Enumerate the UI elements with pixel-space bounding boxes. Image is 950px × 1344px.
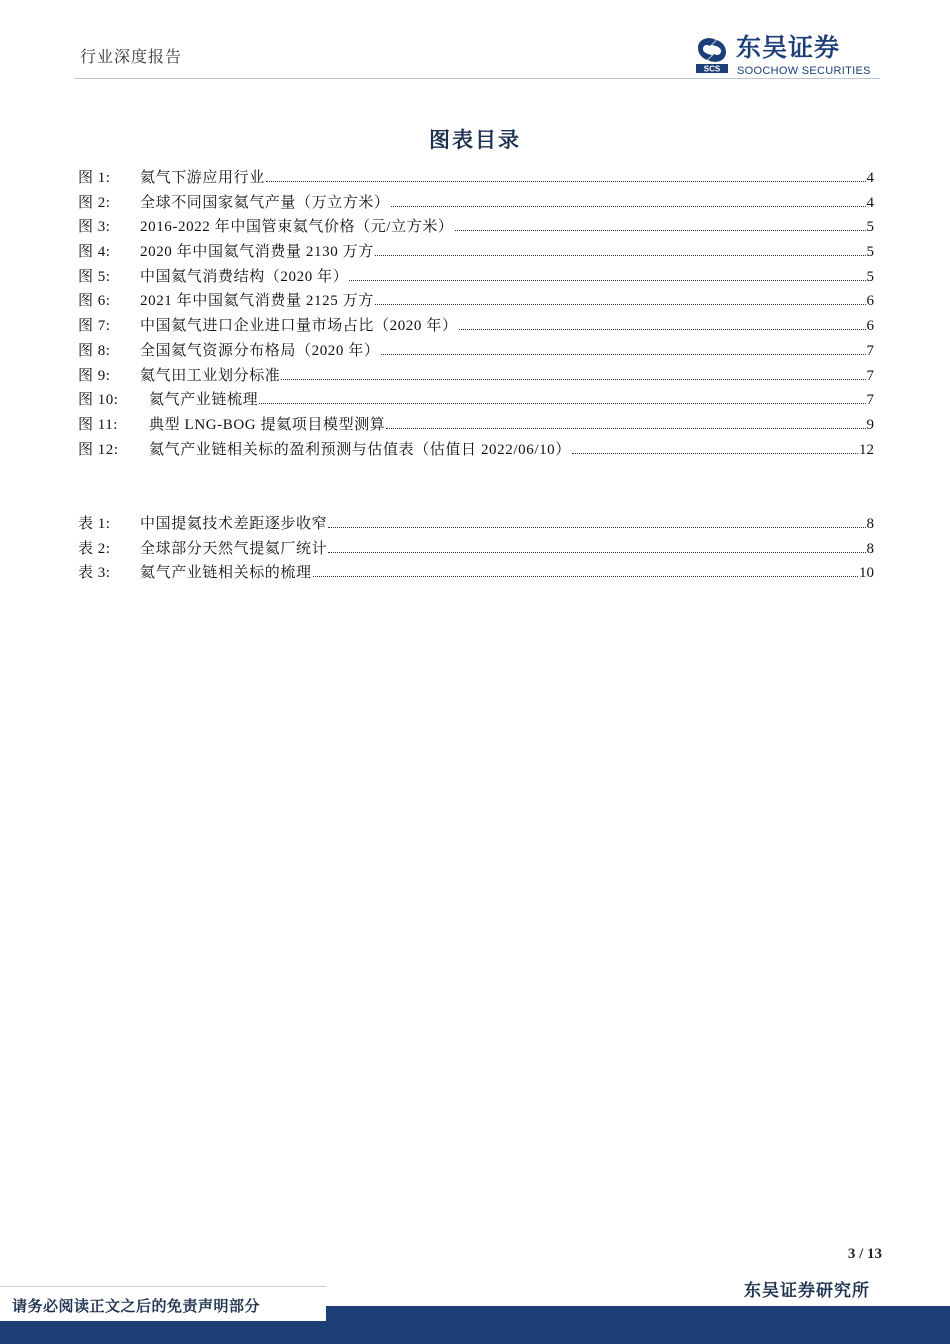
entry-title: 氦气产业链相关标的盈利预测与估值表（估值日 2022/06/10） [149, 441, 571, 458]
tables-toc-list [78, 512, 874, 586]
disclaimer-text: 请务必阅读正文之后的免责声明部分 [12, 1297, 261, 1315]
entry-page: 4 [866, 194, 874, 211]
entry-label: 图 7: [78, 318, 111, 335]
toc-title: 图表目录 [429, 128, 521, 152]
entry-page: 5 [866, 219, 874, 236]
entry-label: 图 11: [78, 416, 118, 433]
entry-title: 氦气产业链相关标的梳理 [140, 565, 312, 582]
entry-title: 2020 年中国氦气消费量 2130 万方 [140, 244, 374, 261]
entry-label: 图 9: [78, 367, 111, 384]
dot-leader [349, 279, 865, 281]
entry-page: 9 [866, 416, 874, 433]
company-logo [694, 34, 884, 80]
toc-entry[interactable] [78, 339, 874, 364]
dot-leader [281, 378, 865, 380]
toc-entry[interactable] [78, 191, 874, 216]
entry-page: 7 [866, 342, 874, 359]
logo-english-name: SOOCHOW SECURITIES [737, 65, 871, 77]
toc-entry[interactable] [78, 388, 874, 413]
entry-label: 图 3: [78, 219, 111, 236]
entry-title: 中国氦气消费结构（2020 年） [140, 268, 349, 285]
entry-page: 7 [866, 392, 874, 409]
entry-title: 中国氦气进口企业进口量市场占比（2020 年） [140, 318, 458, 335]
org-name: 东吴证券研究所 [744, 1281, 870, 1301]
page-number: 3 / 13 [847, 1246, 882, 1262]
entry-label: 图 4: [78, 244, 111, 261]
toc-entry[interactable] [78, 240, 874, 265]
entry-label: 图 6: [78, 293, 111, 310]
logo-chinese-name: 东吴证券 [736, 33, 841, 62]
entry-label: 图 2: [78, 194, 111, 211]
entry-page: 5 [866, 268, 874, 285]
toc-entry[interactable] [78, 512, 874, 537]
entry-page: 5 [866, 244, 874, 261]
toc-entry[interactable] [78, 265, 874, 290]
entry-title: 全球部分天然气提氦厂统计 [140, 540, 328, 557]
soochow-logo-icon [694, 34, 730, 74]
toc-entry[interactable] [78, 561, 874, 586]
entry-label: 表 3: [78, 565, 111, 582]
toc-entry[interactable] [78, 166, 874, 191]
toc-entry[interactable] [78, 289, 874, 314]
entry-title: 氦气下游应用行业 [140, 170, 265, 186]
entry-page: 6 [866, 318, 874, 335]
toc-entry[interactable] [78, 314, 874, 339]
entry-label: 图 1: [78, 170, 111, 186]
entry-label: 图 8: [78, 342, 111, 359]
dot-leader [259, 402, 865, 404]
entry-title: 中国提氦技术差距逐步收窄 [140, 516, 328, 532]
toc-entry[interactable] [78, 413, 874, 438]
dot-leader [375, 303, 866, 305]
doc-type-label: 行业深度报告 [80, 47, 183, 66]
entry-title: 氦气田工业划分标准 [140, 367, 281, 384]
toc-entry[interactable] [78, 215, 874, 240]
dot-leader [328, 526, 865, 528]
dot-leader [266, 180, 866, 182]
dot-leader [381, 353, 866, 355]
disclaimer-box [0, 1286, 326, 1321]
entry-title: 氦气产业链梳理 [149, 392, 259, 409]
dot-leader [313, 575, 858, 577]
header-divider [74, 78, 880, 79]
entry-label: 表 1: [78, 516, 111, 532]
entry-label: 图 12: [78, 441, 119, 458]
dot-leader [386, 427, 865, 429]
entry-page: 7 [866, 367, 874, 384]
entry-label: 表 2: [78, 540, 111, 557]
entry-title: 全球不同国家氦气产量（万立方米） [140, 194, 390, 211]
dot-leader [328, 551, 865, 553]
entry-page: 10 [859, 565, 874, 582]
toc-entry[interactable] [78, 364, 874, 389]
entry-title: 2021 年中国氦气消费量 2125 万方 [140, 293, 374, 310]
dot-leader [375, 254, 866, 256]
dot-leader [459, 328, 866, 330]
dot-leader [391, 205, 866, 207]
entry-page: 12 [859, 441, 874, 458]
entry-label: 图 5: [78, 268, 111, 285]
figures-toc-list [78, 166, 874, 462]
entry-page: 4 [866, 170, 874, 186]
logo-mark-text: SCS [703, 64, 721, 74]
entry-label: 图 10: [78, 392, 119, 409]
entry-title: 典型 LNG-BOG 提氦项目模型测算 [149, 416, 386, 433]
entry-page: 6 [866, 293, 874, 310]
dot-leader [455, 229, 866, 231]
toc-entry[interactable] [78, 438, 874, 463]
entry-title: 2016-2022 年中国管束氦气价格（元/立方米） [140, 219, 454, 236]
entry-title: 全国氦气资源分布格局（2020 年） [140, 342, 380, 359]
entry-page: 8 [866, 516, 874, 532]
toc-entry[interactable] [78, 537, 874, 562]
entry-page: 8 [866, 540, 874, 557]
dot-leader [572, 452, 858, 454]
